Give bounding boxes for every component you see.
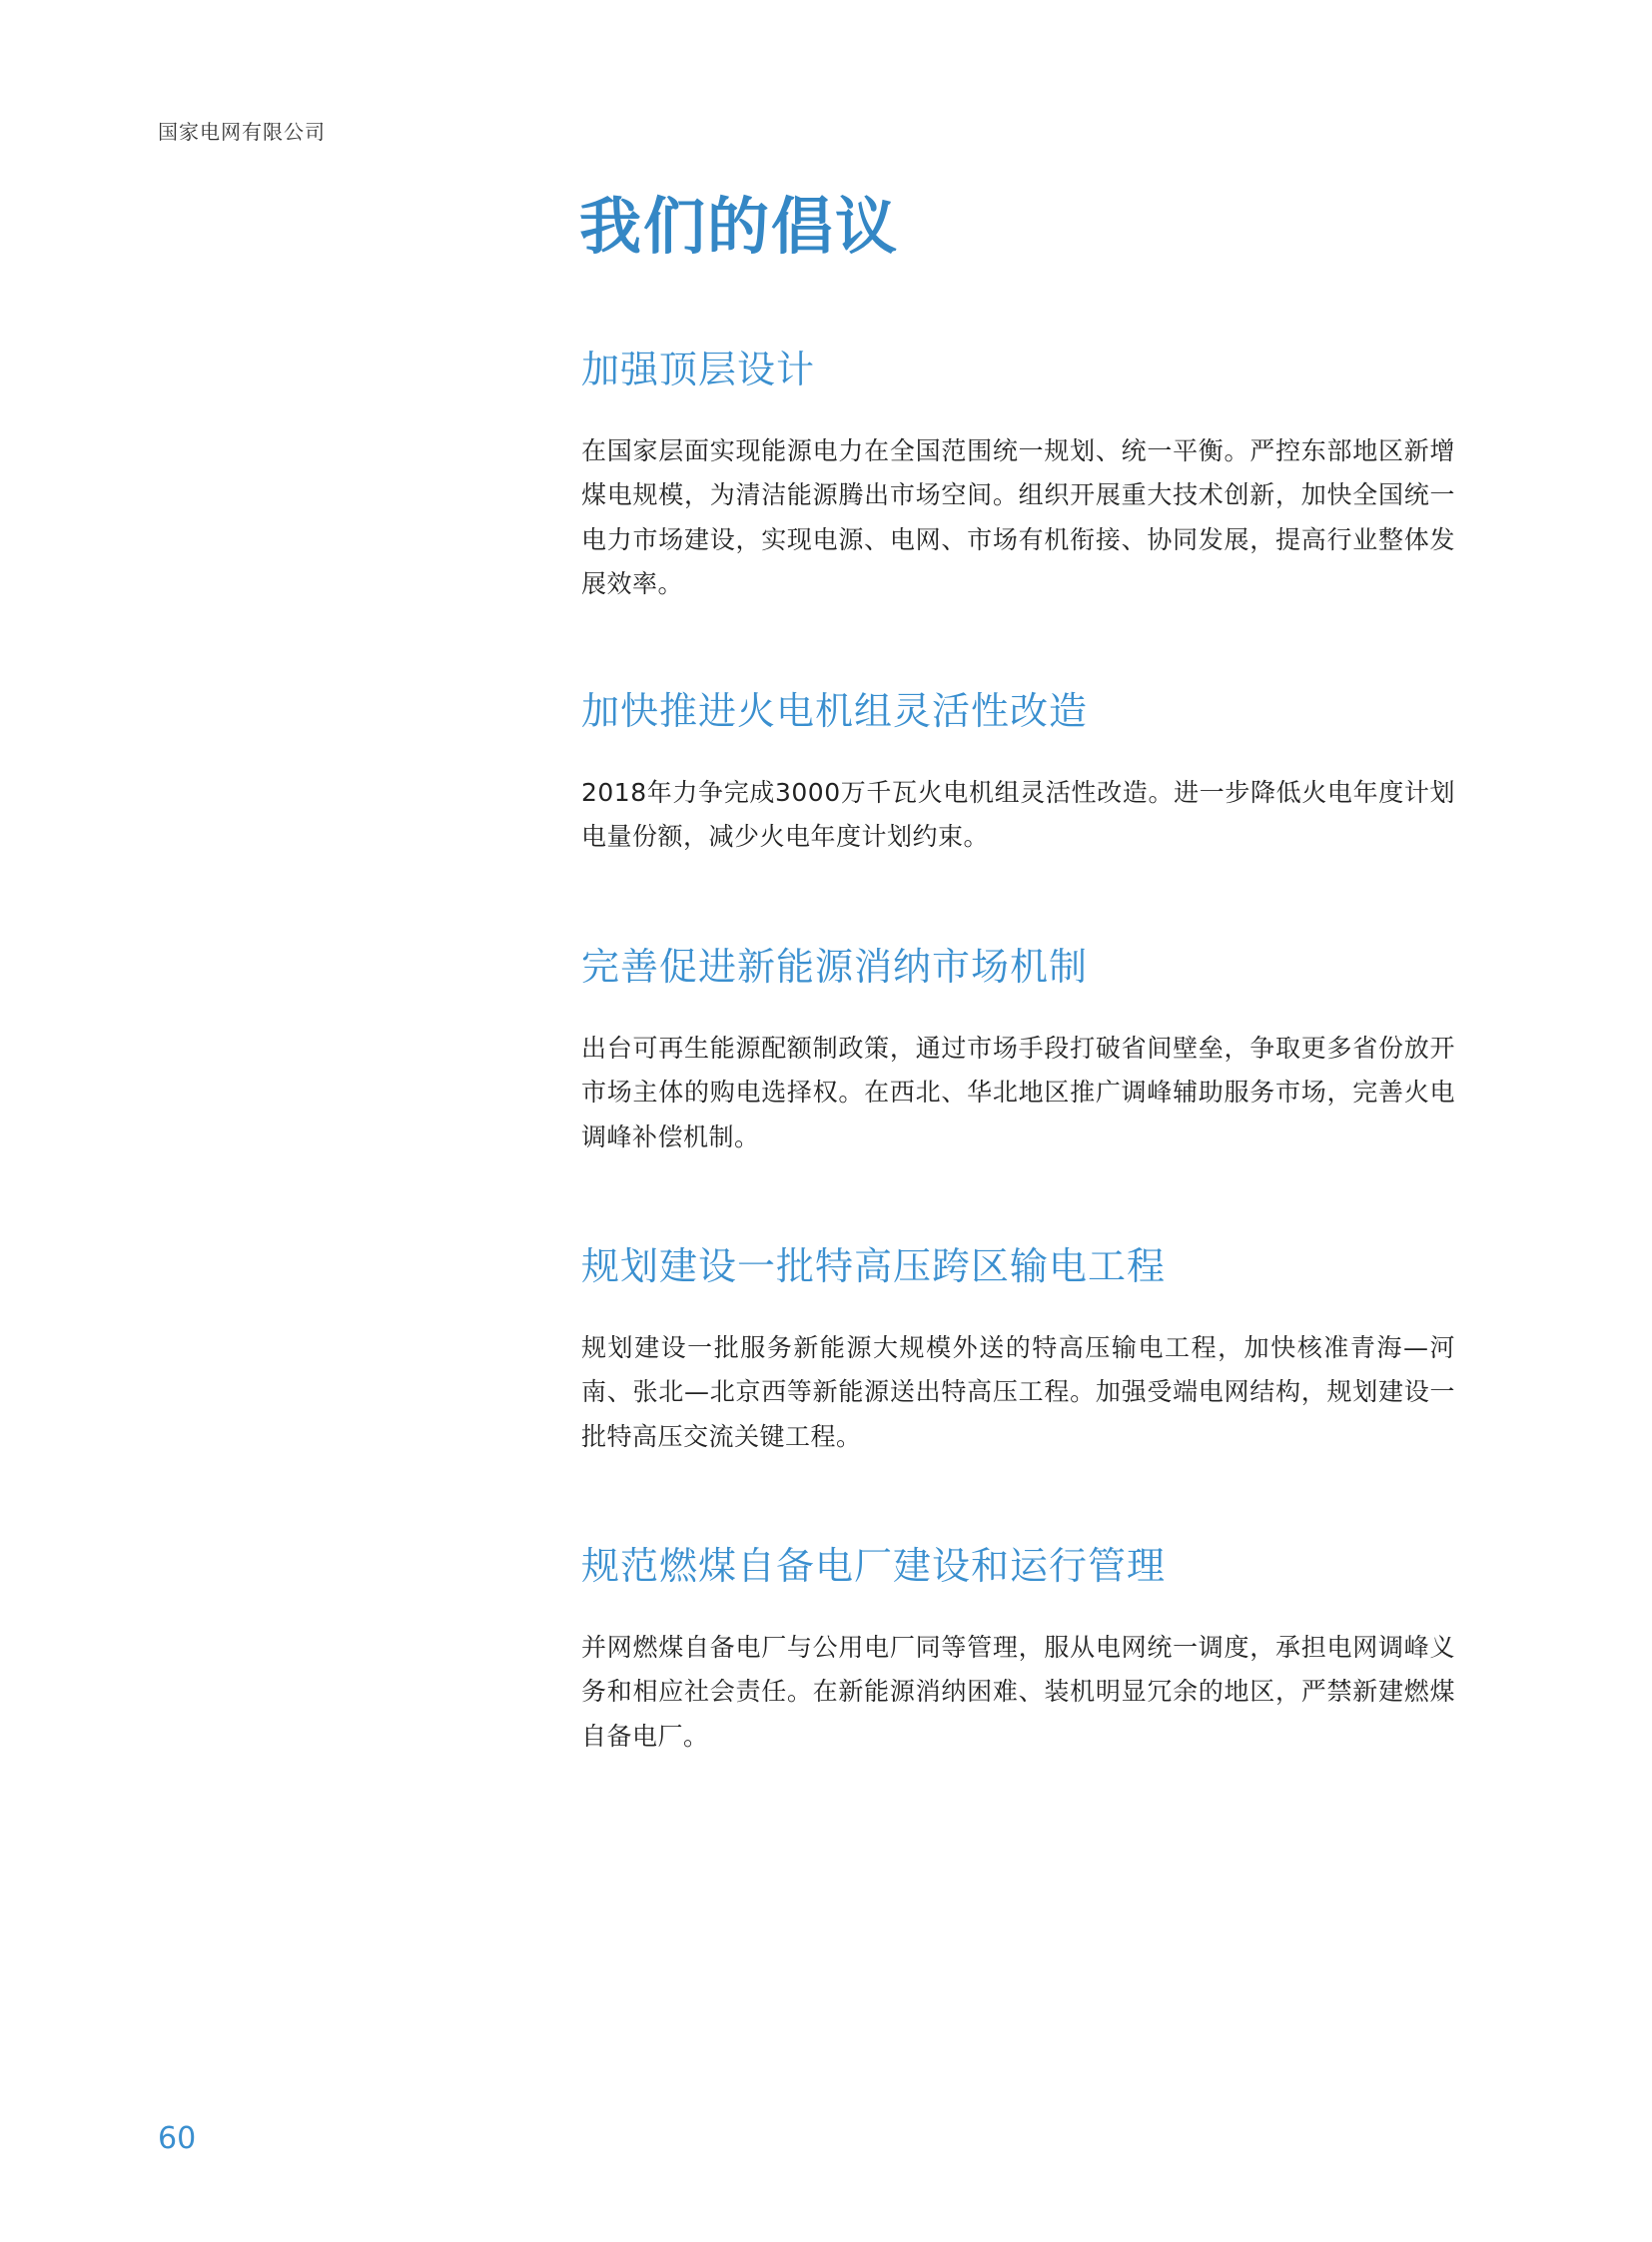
page-title: 我们的倡议 bbox=[579, 190, 900, 263]
section-body: 并网燃煤自备电厂与公用电厂同等管理，服从电网统一调度，承担电网调峰义务和相应社会责任。在新能源消纳困难、装机明显冗余的地区，严禁新建燃煤自备电厂。 bbox=[581, 1632, 1455, 1751]
proposal-section-4 bbox=[581, 1244, 1455, 1459]
proposal-section-2 bbox=[581, 689, 1455, 860]
proposal-section-3 bbox=[581, 945, 1455, 1159]
proposal-section-5 bbox=[581, 1544, 1455, 1759]
section-body: 规划建设一批服务新能源大规模外送的特高压输电工程，加快核准青海—河南、张北—北京西等新能源送出特高压工程。加强受端电网结构，规划建设一批特高压交流关键工程。 bbox=[581, 1332, 1455, 1451]
section-heading: 规划建设一批特高压跨区输电工程 bbox=[581, 1244, 1167, 1288]
running-header-company: 国家电网有限公司 bbox=[158, 120, 326, 144]
section-heading: 完善促进新能源消纳市场机制 bbox=[581, 945, 1089, 989]
section-heading: 加快推进火电机组灵活性改造 bbox=[581, 689, 1089, 733]
section-heading: 规范燃煤自备电厂建设和运行管理 bbox=[581, 1544, 1167, 1588]
section-body: 出台可再生能源配额制政策，通过市场手段打破省间壁垒，争取更多省份放开市场主体的购电选择权。在西北、华北地区推广调峰辅助服务市场，完善火电调峰补偿机制。 bbox=[581, 1033, 1455, 1151]
page-number: 60 bbox=[158, 2121, 197, 2156]
section-body: 在国家层面实现能源电力在全国范围统一规划、统一平衡。严控东部地区新增煤电规模，为清洁能源腾出市场空间。组织开展重大技术创新，加快全国统一电力市场建设，实现电源、电网、市场有机衔接、协同发展，提高行业整体发展效率。 bbox=[581, 435, 1455, 599]
proposal-section-1 bbox=[581, 348, 1455, 607]
section-heading: 加强顶层设计 bbox=[581, 348, 816, 391]
section-body: 2018年力争完成3000万千瓦火电机组灵活性改造。进一步降低火电年度计划电量份额，减少火电年度计划约束。 bbox=[581, 777, 1455, 852]
